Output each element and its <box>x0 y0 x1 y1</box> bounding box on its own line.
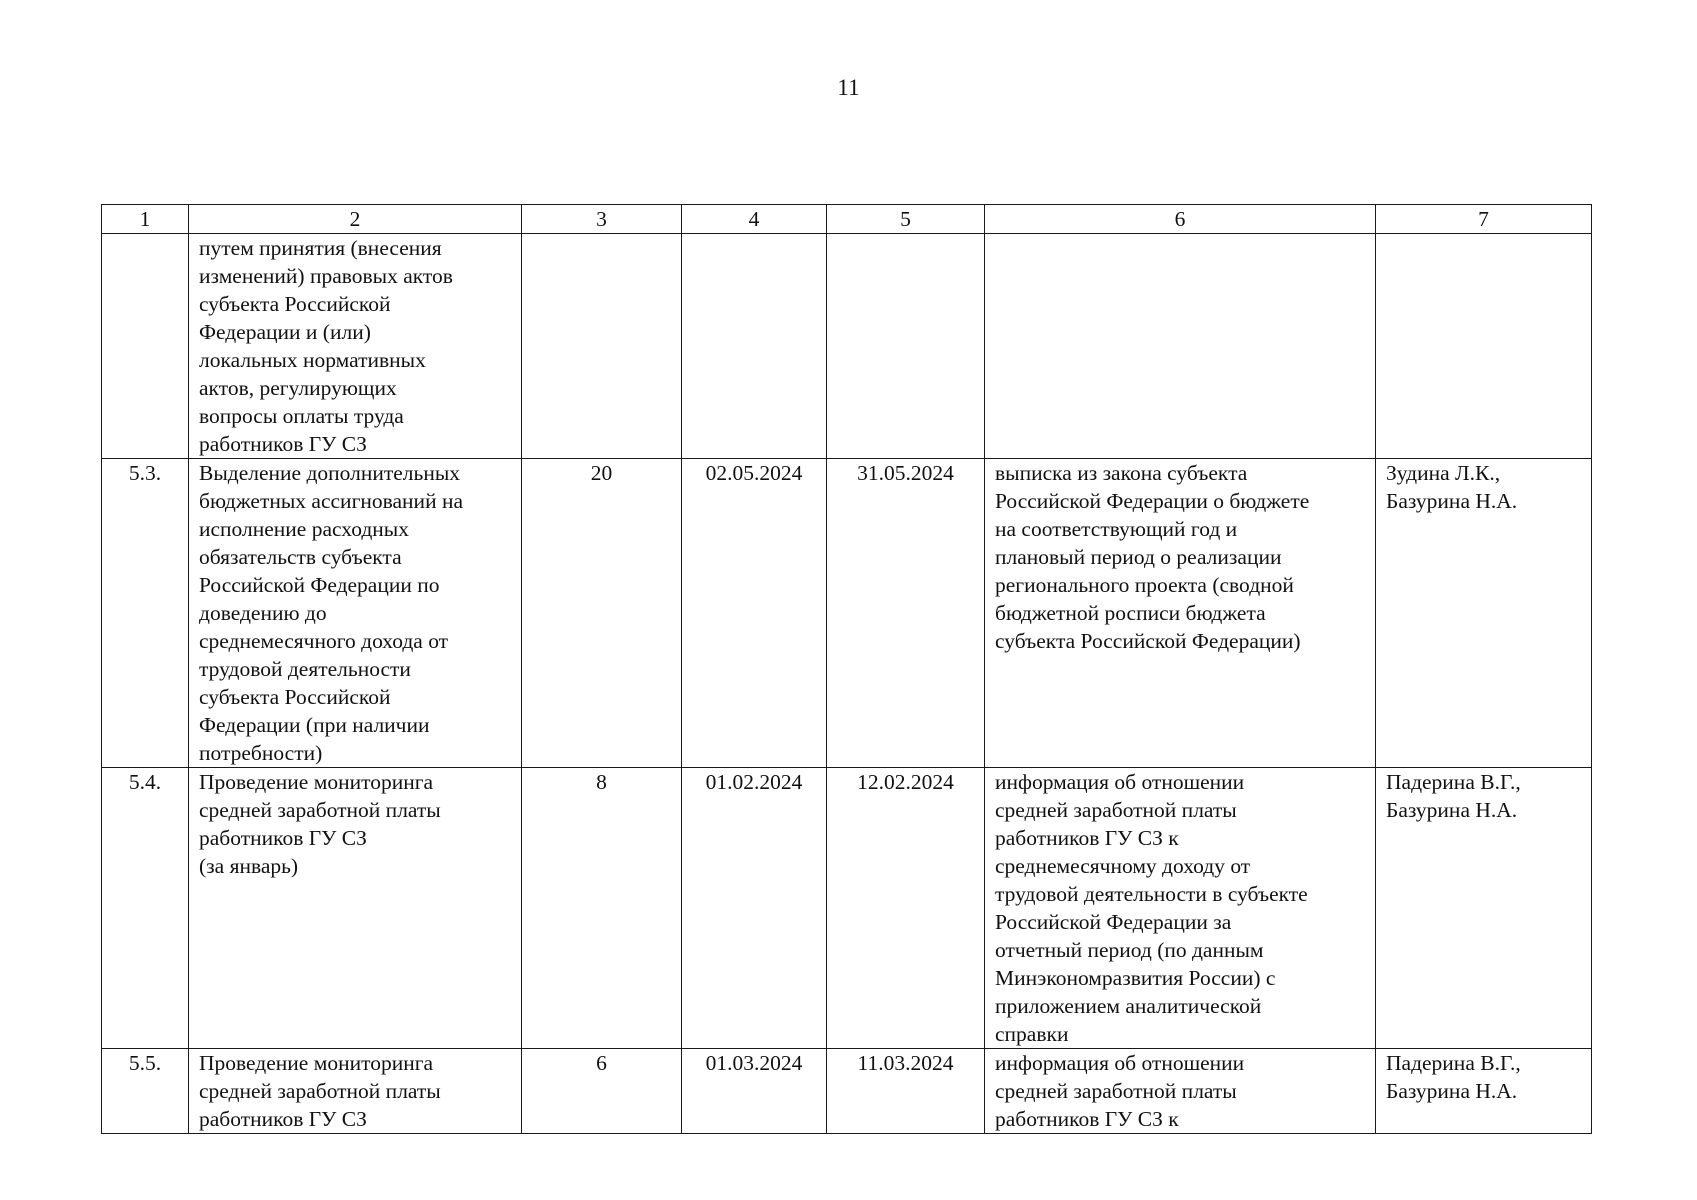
cell-result <box>985 234 1376 459</box>
cell-end-date: 31.05.2024 <box>827 459 985 768</box>
cell-start-date: 01.03.2024 <box>682 1049 827 1134</box>
cell-duration <box>522 234 682 459</box>
cell-start-date: 01.02.2024 <box>682 768 827 1049</box>
column-header: 7 <box>1376 205 1592 234</box>
cell-number: 5.3. <box>102 459 189 768</box>
cell-duration: 6 <box>522 1049 682 1134</box>
table-row-continuation <box>102 234 1592 459</box>
cell-responsible: Падерина В.Г., Базурина Н.А. <box>1376 768 1592 1049</box>
table-row <box>102 459 1592 768</box>
cell-responsible: Падерина В.Г., Базурина Н.А. <box>1376 1049 1592 1134</box>
cell-description: Проведение мониторинга средней заработной платы работников ГУ СЗ <box>189 1049 522 1134</box>
cell-responsible <box>1376 234 1592 459</box>
cell-result: информация об отношении средней заработной платы работников ГУ СЗ к <box>985 1049 1376 1134</box>
column-header: 4 <box>682 205 827 234</box>
cell-duration: 20 <box>522 459 682 768</box>
cell-end-date: 11.03.2024 <box>827 1049 985 1134</box>
column-header: 2 <box>189 205 522 234</box>
cell-start-date <box>682 234 827 459</box>
cell-number <box>102 234 189 459</box>
header-row <box>102 205 1592 234</box>
cell-responsible: Зудина Л.К., Базурина Н.А. <box>1376 459 1592 768</box>
cell-description: путем принятия (внесения изменений) правовых актов субъекта Российской Федерации и (или) локальных нормативных актов, регулирующих вопросы оплаты труда работников ГУ СЗ <box>189 234 522 459</box>
cell-end-date <box>827 234 985 459</box>
column-header: 1 <box>102 205 189 234</box>
table-row <box>102 768 1592 1049</box>
cell-number: 5.5. <box>102 1049 189 1134</box>
plan-table <box>101 204 1592 1134</box>
table-row <box>102 1049 1592 1134</box>
page-number: 11 <box>837 75 860 100</box>
cell-result: выписка из закона субъекта Российской Федерации о бюджете на соответствующий год и плановый период о реализации регионального проекта (сводной бюджетной росписи бюджета субъекта Российской Федерации) <box>985 459 1376 768</box>
column-header: 3 <box>522 205 682 234</box>
cell-description: Выделение дополнительных бюджетных ассигнований на исполнение расходных обязательств субъекта Российской Федерации по доведению до среднемесячного дохода от трудовой деятельности субъекта Российской Федерации (при наличии потребности) <box>189 459 522 768</box>
cell-description: Проведение мониторинга средней заработной платы работников ГУ СЗ (за январь) <box>189 768 522 1049</box>
cell-end-date: 12.02.2024 <box>827 768 985 1049</box>
cell-duration: 8 <box>522 768 682 1049</box>
cell-start-date: 02.05.2024 <box>682 459 827 768</box>
column-header: 6 <box>985 205 1376 234</box>
cell-number: 5.4. <box>102 768 189 1049</box>
column-header: 5 <box>827 205 985 234</box>
cell-result: информация об отношении средней заработной платы работников ГУ СЗ к среднемесячному доходу от трудовой деятельности в субъекте Российской Федерации за отчетный период (по данным Минэкономразвития России) с приложением аналитической справки <box>985 768 1376 1049</box>
